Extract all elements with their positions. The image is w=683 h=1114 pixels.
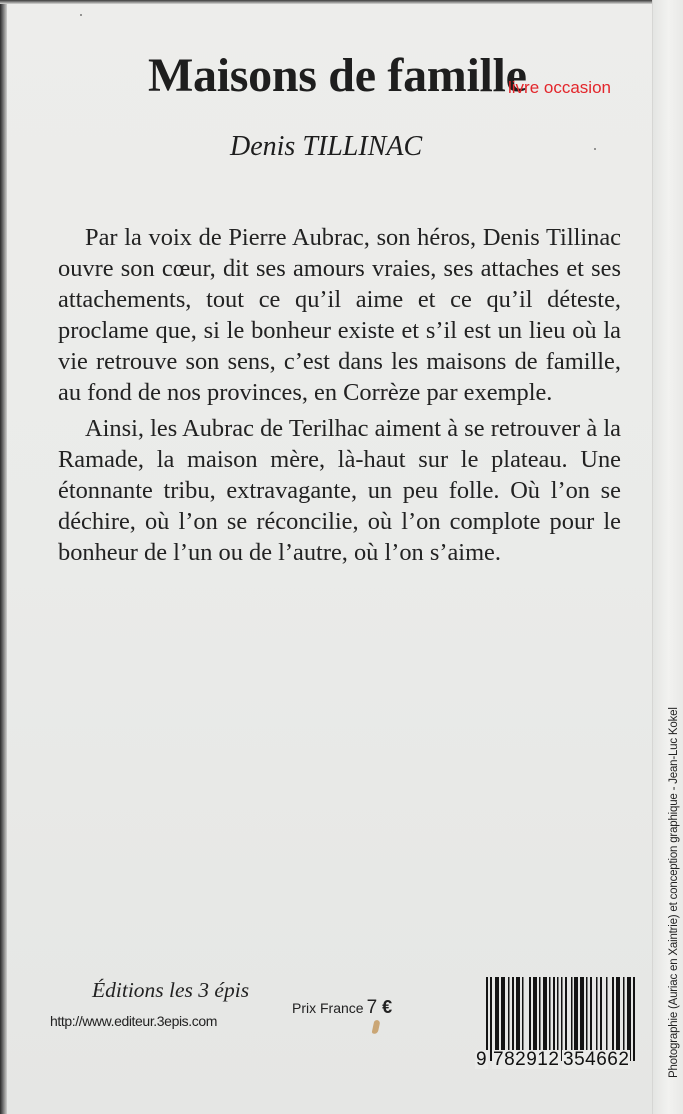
price-amount: 7 <box>366 997 378 1018</box>
cover-top-edge <box>0 0 683 4</box>
price-prefix: Prix France <box>292 1000 364 1016</box>
photo-credit: Photographie (Auriac en Xaintrie) et conception graphique - Jean-Luc Kokel <box>668 707 680 1078</box>
barcode-digits-right: 354662 <box>563 1049 630 1070</box>
blurb-paragraph-2: Ainsi, les Aubrac de Terilhac aiment à se retrouver à la Ramade, la maison mère, là-haut sur le plateau. Une étonnante tribu, extravagante, un peu folle. Où l’on se déchire, où l’on se réconcilie, où l’on complote pour le bonheur de l’un ou de l’autre, où l’on s’aime. <box>58 415 621 566</box>
publisher-url: http://www.editeur.3epis.com <box>50 1013 217 1029</box>
publisher-name: Éditions les 3 épis <box>92 978 250 1002</box>
dust-speck <box>594 148 596 150</box>
euro-icon: € <box>382 997 393 1017</box>
book-author: Denis TILLINAC <box>230 131 423 162</box>
barcode-digit-first: 9 <box>476 1049 487 1070</box>
blurb-text <box>58 222 621 568</box>
barcode-digits-left: 782912 <box>493 1049 560 1070</box>
price-label <box>292 997 392 1019</box>
book-title: Maisons de famille <box>148 49 527 102</box>
dust-speck <box>80 14 82 16</box>
cover-left-edge <box>0 0 7 1114</box>
watermark-label: livre occasion <box>508 78 611 97</box>
blurb-paragraph-1: Par la voix de Pierre Aubrac, son héros, Denis Tillinac ouvre son cœur, dit ses amours vraies, ses attaches et ses attachements, tout ce qu’il aime et ce qu’il déteste, proclame que, si le bonheur existe et s’il est un lieu où la vie retrouve son sens, c’est dans les maisons de famille, au fond de nos provinces, en Corrèze par exemple. <box>58 224 621 406</box>
